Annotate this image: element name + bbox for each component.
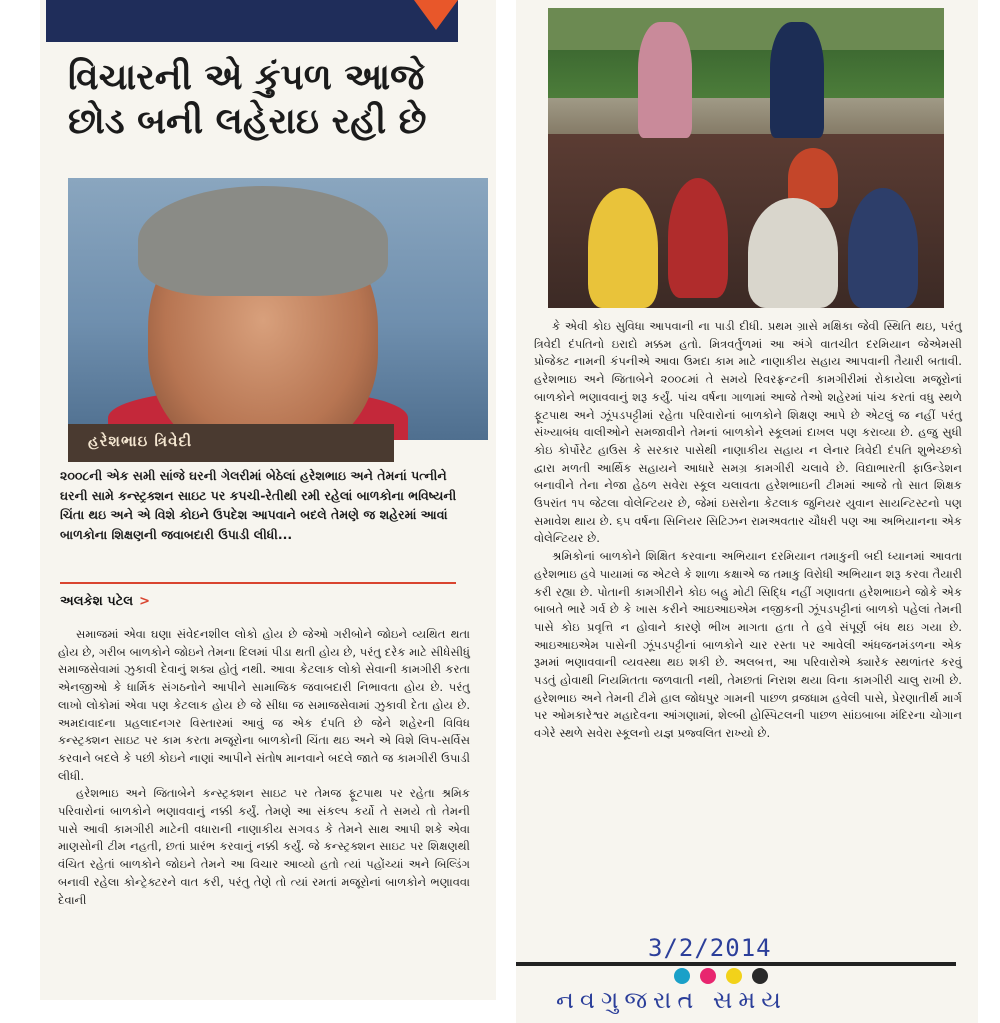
portrait-photo [68,178,488,440]
body-paragraph: હરેશભાઇ અને જિતાબેને કન્સ્ટ્રક્શન સાઇટ પર તેમજ ફૂટપાથ પર રહેતા શ્રમિક પરિવારોનાં બાળકોને ભણાવવાનું નક્કી કર્યું. તેમણે આ સંકલ્પ કર્યો તે સમયે તો તેમની પાસે આવી કામગીરી માટેની વધારાની નાણાકીય સગવડ કે તેમને સાથ આપી શકે એવા માણસોની ટીમ નહતી, છતાં પ્રારંભ કરવાનું નક્કી કર્યું. જે કન્સ્ટ્રક્શન સાઇટ પર શિક્ષણથી વંચિત રહેતાં બાળકોને જોઇને તેમને આ વિચાર આવ્યો હતો ત્યાં પહોંચ્યાં અને બિલ્ડિંગ બનાવી રહેલા કોન્ટ્રેક્ટરને વાત કરી, પરંતુ તેણે તો ત્યાં રમતાં મજૂરોનાં બાળકોને ભણાવવા દેવાની [58,786,470,907]
body-paragraph: કે એવી કોઇ સુવિધા આપવાની ના પાડી દીધી. પ્રથમ ગ્રાસે મક્ષિકા જેવી સ્થિતિ થઇ, પરંતુ ત્રિવેદી દંપતિનો ઇરાદો મક્કમ હતો. મિત્રવર્તુળમાં આ અંગે વાતચીત દરમિયાન જેએમસી પ્રોજેક્ટ નામની કંપનીએ આવા ઉમદા કામ માટે નાણાકીય સહાય આપવાની તૈયારી બતાવી. હરેશભાઇ અને જિતાબેને ૨૦૦૮માં તે સમયે રિવરફ્રન્ટની કામગીરીમાં રોકાયેલા મજૂરોનાં બાળકોને ભણાવવાનું શરૂ કર્યું. પાંચ વર્ષના ગાળામાં આજે તેઓ શહેરમાં પાંચ કરતાં વધુ સ્થળે ફૂટપાથ અને ઝૂંપડપટ્ટીમાં રહેતા પરિવારોનાં બાળકોને શિક્ષણ આપે છે એટલું જ નહીં પરંતુ સંખ્યાબંધ વાલીઓને સમજાવીને તેમનાં બાળકોને સ્કૂલમાં દાખલ પણ કરાવ્યા છે. હજુ સુધી કોઇ કોર્પોરેટ હાઉસ કે સરકાર પાસેથી નાણાકીય સહાય ન લેનાર ત્રિવેદી દંપતિ શુભેચ્છકો દ્વારા મળતી આર્થિક સહાયને આધારે સમગ્ર કામગીરી ચલાવે છે. વિદ્યાભારતી ફાઉન્ડેશન બનાવીને તેના નેજા હેઠળ સવેરા સ્કૂલ ચલાવતા હરેશભાઇની ટીમમાં આજે તો સાત શિક્ષક ઉપરાંત ૧૫ જેટલા વોલેન્ટિયર છે, જેમાં ઇસરોના કેટલાક જુનિયર યુવાન સાયન્ટિસ્ટનો પણ સમાવેશ થાય છે. ૬૫ વર્ષના સિનિયર સિટિઝન રામઅવતાર ચૌધરી પણ આ અભિયાનના એક વોલેન્ટિયર છે. [534,319,962,546]
newspaper-name: નવગુજરાત સમય [556,986,787,1014]
intro-paragraph: ૨૦૦૮ની એક સમી સાંજે ઘરની ગેલરીમાં બેઠેલાં હરેશભાઇ અને તેમનાં પત્નીને ઘરની સામે કન્સ્ટ્રક્શન સાઇટ પર કપચી-રેતીથી રમી રહેલાં બાળકોના ભવિષ્યની ચિંતા થઇ અને એ વિશે કોઇને ઉપદેશ આપવાને બદલે તેમણે જ શહેરમાં આવાં બાળકોના શિક્ષણની જવાબદારી ઉપાડી લીધી... [60,468,457,542]
left-body-text [58,626,470,909]
registration-dot [674,968,690,984]
headline: વિચારની એ કુંપળ આજે છોડ બની લહેરાઇ રહી છે [68,57,427,142]
left-article-column [40,0,496,1000]
right-body-text [534,318,962,743]
header-bar [46,0,458,42]
author-name: અલકેશ પટેલ [60,594,134,609]
photo-caption [68,424,394,462]
handwritten-date: 3/2/2014 [648,934,772,962]
print-registration-dots [516,966,956,986]
body-paragraph: સમાજમાં એવા ઘણા સંવેદનશીલ લોકો હોય છે જેઓ ગરીબોને જોઇને વ્યથિત થતા હોય છે, ગરીબ બાળકોને જોઇને તેમના દિલમાં પીડા થતી હોય છે, પરંતુ દરેક માટે સીધેસીધું સમાજસેવામાં ઝુકાવી દેવાનું શક્ય હોતું નથી. આવા કેટલાક લોકો સેવાની કામગીરી કરતા એનજીઓ કે ધાર્મિક સંગઠનોને આપીને સામાજિક જવાબદારી નિભાવતા હોય છે. પરંતુ લાખો લોકોમાં એવા પણ કેટલાક હોય છે જે સીધા જ સમાજસેવામાં ઝુકાવી દેતા હોય છે. અમદાવાદના પ્રહલાદનગર વિસ્તારમાં આવું જ એક દંપતિ છે જેને શહેરની વિવિધ કન્સ્ટ્રક્શન સાઇટ પર કામ કરતા મજૂરોના બાળકોની ચિંતા થઇ અને એ વિશે લિપ-સર્વિસ કરવાને બદલે કે પછી કોઇને નાણાં આપીને સંતોષ માનવાને બદલે જાતે જ કામગીરી ઉપાડી લીધી. [58,627,470,783]
registration-dot [700,968,716,984]
registration-dot [752,968,768,984]
byline [60,594,150,609]
photo-caption-text: હરેશભાઇ ત્રિવેદી [88,432,193,450]
right-article-column [516,0,978,1023]
body-paragraph: શ્રમિકોનાં બાળકોને શિક્ષિત કરવાના અભિયાન દરમિયાન તમાકુની બદી ધ્યાનમાં આવતા હરેશભાઇ હવે પાયામાં જ એટલે કે શાળા કક્ષાએ જ તમાકુ વિરોધી અભિયાન શરૂ કરવા તૈયારી કરી રહ્યા છે. પોતાની કામગીરીને કોઇ બહુ મોટી સિદ્ધિ નહીં ગણાવતા હરેશભાઇને જોકે એક બાબતે ભારે ગર્વ છે કે ખાસ કરીને આઇઆઇએમ નજીકની ઝૂંપડપટ્ટીનાં બાળકો પહેલાં તેમની પાસે કોઇ પ્રવૃત્તિ ન હોવાને કારણે ભીખ માગતા હતા તે હવે સંપૂર્ણ બંધ થઇ ગયા છે. આઇઆઇએમ પાસેની ઝૂંપડપટ્ટીનાં બાળકોને ચાર રસ્તા પર આવેલી અંધજનમંડળના એક રૂમમાં ભણાવવાની વ્યવસ્થા થઇ શકી છે. અલબત્ત, આ પરિવારોએ ક્યારેક સ્થળાંતર કરવું પડતું હોવાથી નિયમિતતા જળવાતી નથી, તેમછતાં નિરાશ થયા વિના કામગીરી ચાલુ રાખી છે. હરેશભાઇ અને તેમની ટીમે હાલ જોધપુર ગામની પાછળ વ્રજધામ હવેલી પાસે, પ્રેરણાતીર્થ માર્ગ પર ઓમકારેશ્વર મહાદેવના આંગણામાં, શેલ્બી હોસ્પિટલની પાછળ સાંઇબાબા મંદિરના ચોગાન વગેરે સ્થળે સવેરા સ્કૂલનો યજ્ઞ પ્રજ્વલિત રાખ્યો છે. [534,549,962,741]
classroom-photo [548,8,944,308]
header-accent [414,0,458,30]
byline-arrow-icon: > [139,594,151,609]
divider [60,582,456,584]
registration-dot [726,968,742,984]
